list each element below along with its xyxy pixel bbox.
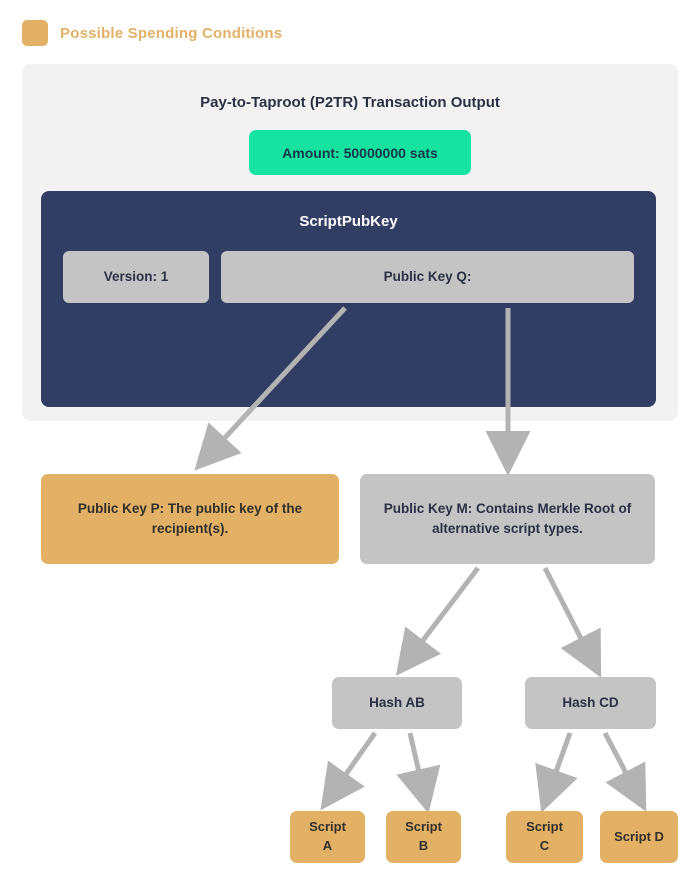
page-title: Pay-to-Taproot (P2TR) Transaction Output <box>200 94 500 111</box>
node-script-c: Script C <box>506 811 583 863</box>
arrow-m-to-hash-cd <box>545 568 592 660</box>
version-box: Version: 1 <box>63 251 209 303</box>
arrow-hash-cd-to-script-c <box>548 733 570 794</box>
arrow-hash-ab-to-script-a <box>332 733 375 794</box>
node-script-a: Script A <box>290 811 365 863</box>
node-script-b: Script B <box>386 811 461 863</box>
scriptpubkey-title: ScriptPubKey <box>299 213 398 230</box>
legend <box>22 20 282 46</box>
amount-badge: Amount: 50000000 sats <box>249 130 471 175</box>
public-key-q-box: Public Key Q: <box>221 251 634 303</box>
scriptpubkey-panel <box>41 191 656 407</box>
legend-label: Possible Spending Conditions <box>60 24 283 42</box>
node-hash-ab: Hash AB <box>332 677 462 729</box>
node-hash-cd: Hash CD <box>525 677 656 729</box>
arrow-m-to-hash-ab <box>408 568 478 660</box>
node-public-key-p: Public Key P: The public key of the recipient(s). <box>41 474 339 564</box>
node-public-key-m: Public Key M: Contains Merkle Root of alternative script types. <box>360 474 655 564</box>
node-script-d: Script D <box>600 811 678 863</box>
arrow-hash-cd-to-script-d <box>605 733 637 794</box>
arrow-hash-ab-to-script-b <box>410 733 424 794</box>
legend-swatch-icon <box>22 20 48 46</box>
transaction-output-card <box>22 64 678 421</box>
